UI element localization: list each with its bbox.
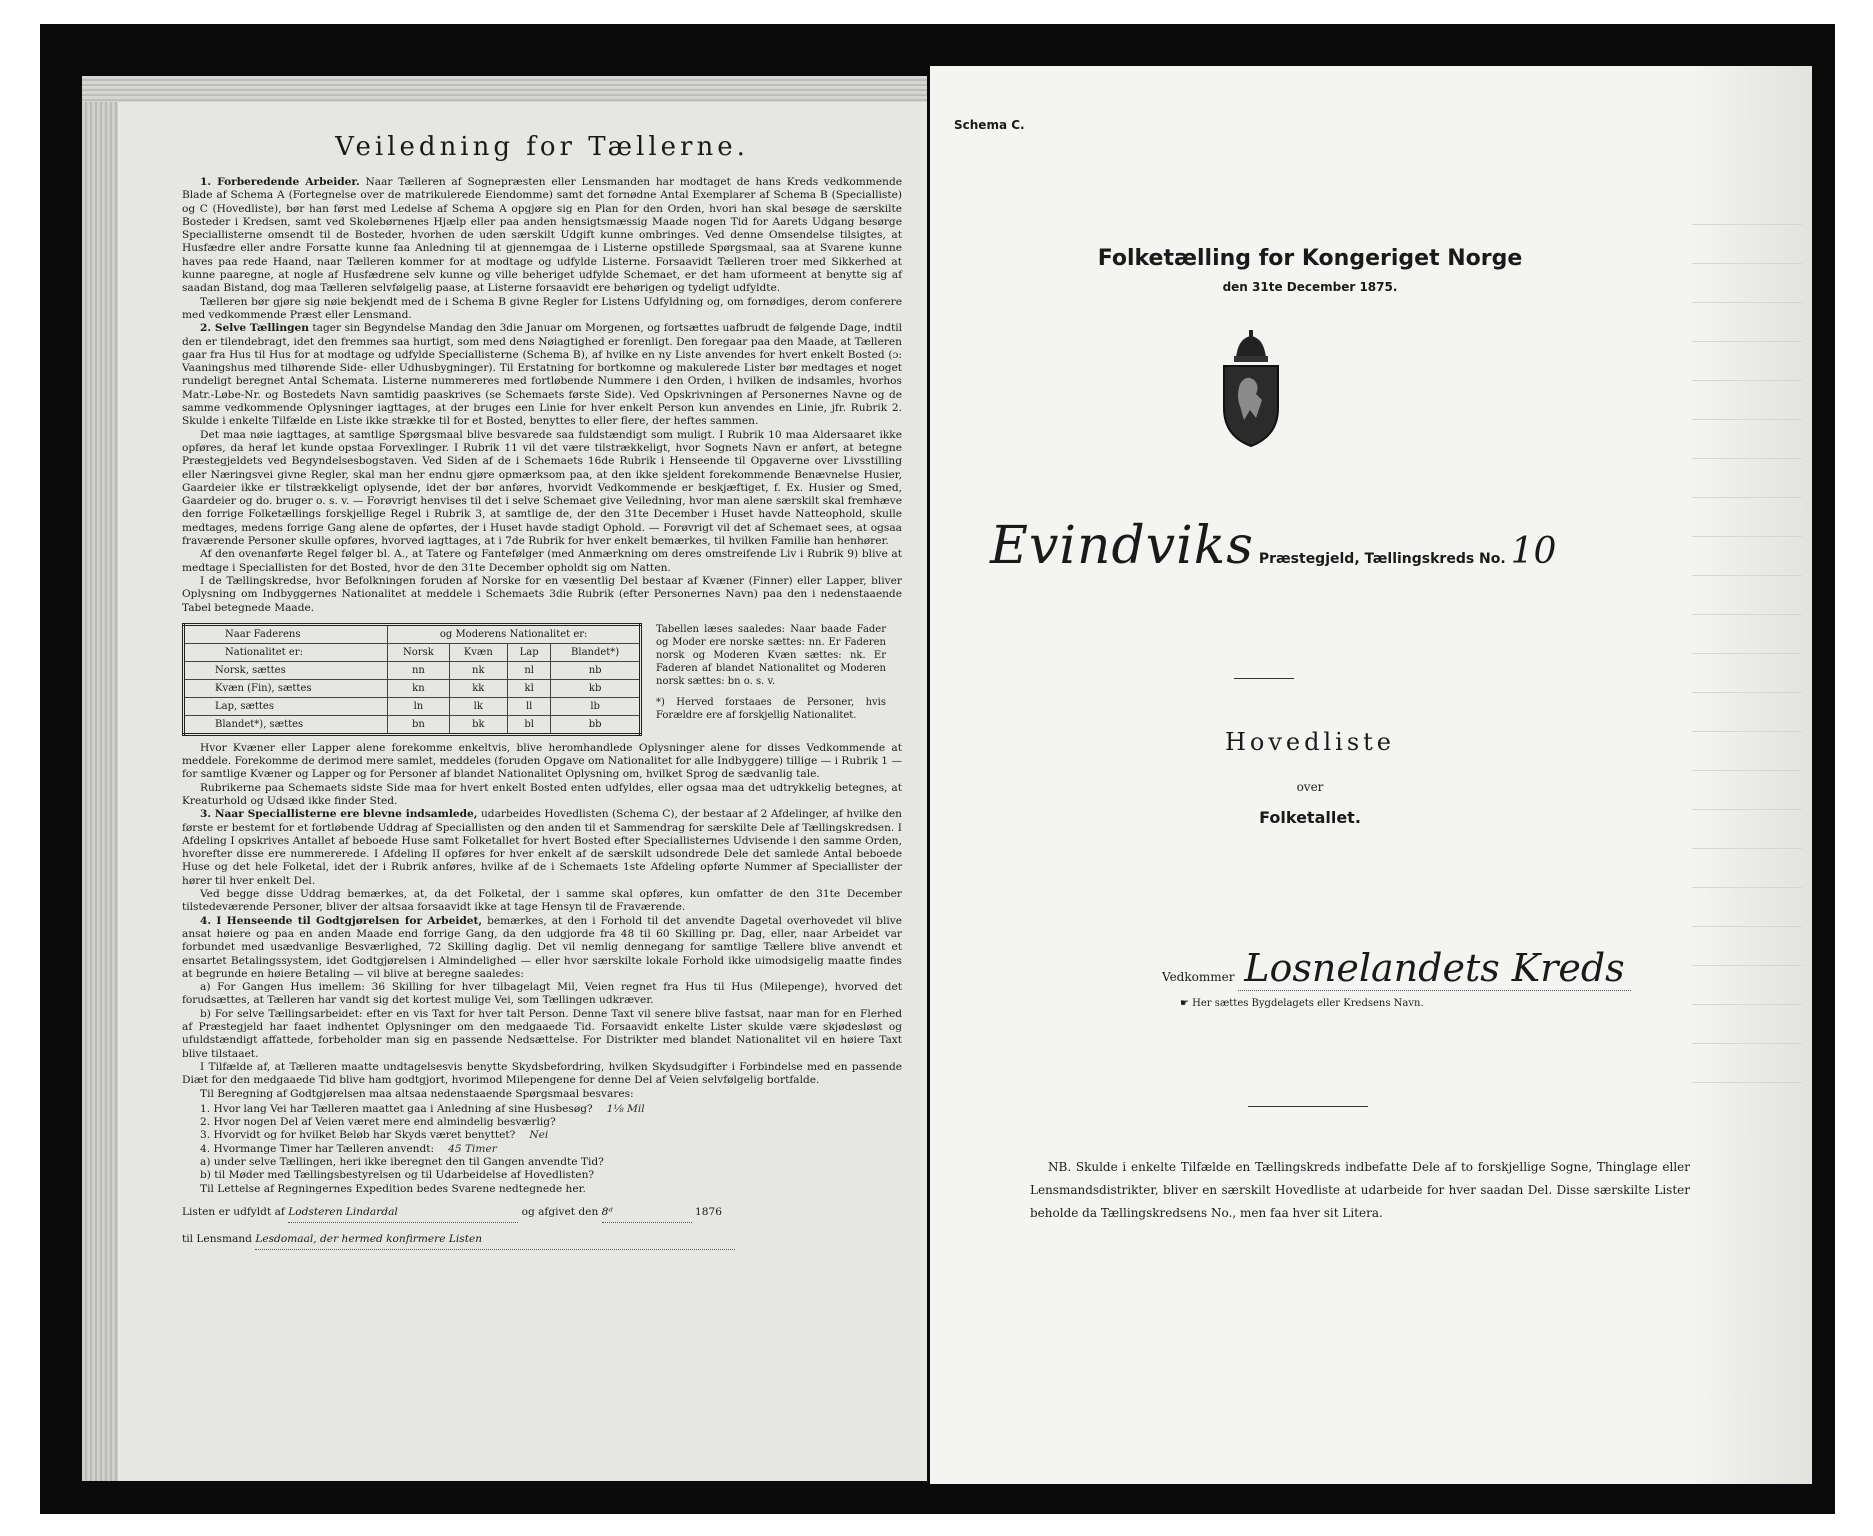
row-label: Kvæn (Fin), sættes: [184, 679, 388, 697]
instructions-body: [182, 122, 902, 1441]
instruction-paragraph: [182, 742, 902, 782]
nb-note: NB. Skulde i enkelte Tilfælde en Tællingskreds indbefatte Dele af to forskjellige Sogne, Thinglage eller Lensmandsdistrikter, bliver en særskilt Hovedliste at udarbeide for hver saadan Del. Disse særskilte Lister beholde da Tællingskredsens No., men faa hver sit Litera.: [1030, 1160, 1690, 1220]
paragraph-text: Hvor Kvæner eller Lapper alene forekomme enkeltvis, blive heromhandlede Oplysninger alene for disses Vedkommende at meddele. Forekomme de derimod mere samlet, meddeles (foruden Opgave om Nationalitet for alle Indbyggere) tillige — i Rubrik 1 — for samtlige Kvæner og Lapper og for Personer af blandet Nationalitet Oplysning om, hvilket Sprog de sædvanlig tale.: [182, 741, 902, 781]
district-line: [990, 516, 1750, 576]
schema-label: Schema C.: [954, 118, 1025, 132]
handwritten-answer: Nei: [529, 1129, 549, 1142]
table-cell: nn: [388, 661, 449, 679]
table-footnote: *) Herved forstaaes de Personer, hvis Forældre ere af forskjellig Nationalitet.: [656, 696, 886, 721]
table-cell: bb: [551, 715, 641, 734]
census-title: Folketælling for Kongeriget Norge: [1097, 246, 1523, 271]
instruction-paragraph: [182, 429, 902, 549]
paragraph-text: Naar Tælleren af Sognepræsten eller Lensmanden har modtaget de hans Kreds vedkommende Blade af Schema A (Fortegnelse over de matrikulerede Eiendomme) samt det fornødne Antal Exemplarer af Schema B (Specialliste) og C (Hovedliste), bør han først med Ledelse af Schema A opgjøre sig en Plan for den Orden, hvori han skal besøge de særskilte Bosteder i Kredsen, samt ved Skolebørnenes Hjælp eller paa anden hensigtsmæssig Maade nogen Tid for Aarets Udgang besørge Speciallisterne omsendt til de Bosteder, hvorhen de uden særskilt Udgift kunne ombringes. Ved denne Omsendelse tilsigtes, at Husfædre eller andre Forsatte kunne faa Anledning til at gjennemgaa de i Listerne opstillede Spørgsmaal, saa at Svarene kunne haves paa rede Haand, naar Tælleren kommer for at modtage og udfylde Listerne. Forsaavidt Tælleren troer med Sikkerhed at kunne paaregne, at nogle af Husfædrene selv kunne og ville beheriget udfylde Schemaet, er det ham uformeent at benytte sig af saadan Bistand, dog maa Tælleren selvfølgelig paase, at Listerne forsaavidt ere behørigen og tydeligt udfyldte.: [182, 176, 902, 295]
pointing-hand-icon: ☛: [1180, 998, 1189, 1009]
handwritten-answer: 1⅛ Mil: [606, 1102, 645, 1115]
question-text: 1. Hvor lang Vei har Tælleren maattet gaa i Anledning af sine Husbesøg?: [200, 1102, 593, 1115]
over-text: over: [1296, 780, 1324, 794]
vedkommer-line: [1162, 946, 1722, 991]
vedkommer-hint-text: Her sættes Bygdelagets eller Kredsens Navn.: [1192, 998, 1424, 1009]
paragraph-text: tager sin Begyndelse Mandag den 3die Januar om Morgenen, og fortsættes uafbrudt de følgende Dage, indtil den er tilendebragt, idet den fremmes saa hurtigt, som med dens Nøiagtighed er forenligt. Den foregaar paa den Maade, at Tælleren gaar fra Hus til Hus for at modtage og udfylde Speciallisterne (Schema B), af hvilke en ny Liste anvendes for hvert enkelt Bosted (ɔ: Vaaningshus med tilhørende Side- eller Udhusbygninger). Til Erstatning for bortkomne og makulerede Lister bør medtages et noget rundeligt beregnet Antal Schemata. Listerne nummereres med fortløbende Nummere i den Orden, i hvilken de indsamles, hvorhos Matr.-Løbe-Nr. og Bostedets Navn samtidig paaskrives (se Schemaets første Side). Ved Opskrivningen af Personernes Navne og de samme vedkommende Oplysninger iagttages, at der bruges een Linie for hver enkelt Person kun anvendes en Linie, jfr. Rubrik 2. Skulde i enkelte Tilfælde en Liste ikke strække til for et Bosted, benyttes to eller flere, der heftes sammen.: [182, 322, 903, 428]
instruction-paragraph: [182, 296, 902, 323]
table-cell: kk: [449, 679, 508, 697]
paragraph-text: Rubrikerne paa Schemaets sidste Side maa for hvert enkelt Bosted enten udfyldes, eller ogsaa maa det udtrykkelig betegnes, at Kreaturhold og Udsæd ikke finder Sted.: [182, 781, 902, 807]
instruction-paragraph: [182, 808, 902, 888]
table-row: [184, 679, 641, 697]
question-text: a) under selve Tællingen, heri ikke iberegnet den til Gangen anvendte Tid?: [200, 1156, 604, 1168]
paragraph-text: Det maa nøie iagttages, at samtlige Spørgsmaal blive besvarede saa fuldstændigt som muligt. I Rubrik 10 maa Aldersaaret ikke opføres, da heraf let kunde opstaa Forvexlinger. I Rubrik 11 vil det være tilstrækkeligt, hvor Sognets Navn er anført, at betegne Præstegjeldets ved Begyndelsesbogstaven. Ved Siden af de i Schemaets 16de Rubrik i Henseende til Opgaverne over Livsstilling eller Næringsvei givne Regler, skal man her endnu gjøre opmærksom paa, at den ikke sjeldent forekommende Benævnelse Husier, Gaardeier ikke er tilstrækkeligt oplysende, idet der bør anføres, hvorvidt Vedkommende er beskjæftiget, f. Ex. Husier og Smed, Gaardeier og do. bruger o. s. v. — Forøvrigt henvises til det i selve Schemaet give Veiledning, hvor man alene særskilt skal fremhæve den forrige Folketællings forskjellige Regel i Rubrik 3, at samtlige de, der den 31te December i Huset havde Natteophold, skulle medtages, medens forrige Gang alene de opførtes, der i Huset havde stadigt Ophold. — Forøvrigt vil det af Schemaet sees, at ogsaa fraværende Personer skulle opføres, hvorved iagttages, at i 7de Rubrik for hver enkelt bemærkes, til hvilken Familie han henhører.: [182, 428, 902, 548]
question-text: 3. Hvorvidt og for hvilket Beløb har Skyds været benyttet?: [200, 1129, 516, 1142]
vedkommer-label: Vedkommer: [1162, 970, 1235, 984]
table-group-header: og Moderens Nationalitet er:: [388, 624, 641, 643]
paragraph-lead: 4. I Henseende til Godtgjørelsen for Arbeidet,: [200, 914, 483, 927]
instruction-paragraph: [182, 782, 902, 809]
table-row: [184, 661, 641, 679]
table-cell: lk: [449, 697, 508, 715]
question-text: 2. Hvor nogen Del af Veien været mere end almindelig besværlig?: [200, 1116, 556, 1129]
paragraph-text: b) For selve Tællingsarbeidet: efter en vis Taxt for hver talt Person. Denne Taxt vil senere blive fastsat, naar man for en Flerhed af Præstegjeld har faaet indhentet Oplysninger om den medgaaede Tid. Forsaavidt enkelte Lister skulde være skjødesløst og ufuldstændigt affattede, forbeholder man sig en passende Nedsættelse. For Distrikter med blandet Nationalitet vil en høiere Taxt blive tilstaaet.: [182, 1007, 902, 1060]
table-row: [184, 715, 641, 734]
row-label: Lap, sættes: [184, 697, 388, 715]
table-cell: ll: [508, 697, 551, 715]
instruction-paragraph: [182, 915, 902, 981]
paragraph-lead: 2. Selve Tællingen: [200, 322, 309, 335]
sign-prefix-2: til Lensmand: [182, 1232, 252, 1245]
right-page: [930, 66, 1812, 1484]
table-cell: kn: [388, 679, 449, 697]
row-label: Blandet*), sættes: [184, 715, 388, 734]
handwritten-kreds: Losnelandets Kreds: [1238, 946, 1630, 991]
instruction-paragraph: [182, 981, 902, 1008]
instructions-paragraphs-2: [182, 742, 902, 1101]
page-top-stack: [82, 76, 927, 102]
instruction-paragraph: [182, 888, 902, 915]
question-item: [200, 1129, 902, 1142]
paragraph-text: I de Tællingskredse, hvor Befolkningen foruden af Norske for en væsentlig Del bestaar af Kvæner (Finner) eller Lapper, bliver Oplysning om Indbyggernes Nationalitet at meddele i Schemaets 3die Rubrik (efter Personernes Navn) paa den i nedenstaaende Tabel betegnede Maade.: [182, 574, 902, 614]
instructions-title: Veiledning for Tællerne.: [335, 132, 749, 162]
nationality-table: [182, 623, 642, 736]
table-corner-2: Nationalitet er:: [184, 643, 388, 661]
handwritten-name: Lodsteren Lindardal: [288, 1202, 518, 1223]
table-cell: lb: [551, 697, 641, 715]
question-item: [200, 1169, 902, 1182]
question-item: [200, 1156, 902, 1169]
instruction-paragraph: [182, 176, 902, 296]
question-text: 4. Hvormange Timer har Tælleren anvendt:: [200, 1142, 435, 1155]
question-item: [200, 1103, 902, 1116]
table-note: Tabellen læses saaledes: Naar baade Fader og Moder ere norske sættes: nn. Er Faderen norsk og Moderen Kvæn sættes: nk. Er Faderen af blandet Nationalitet og Moderen norsk sættes: bn o. s. v.: [656, 623, 886, 687]
folketallet-title: Folketallet.: [1259, 808, 1361, 827]
instruction-paragraph: [182, 1061, 902, 1088]
paragraph-text: udarbeides Hovedlisten (Schema C), der bestaar af 2 Afdelinger, af hvilke den første er bestemt for et fortløbende Uddrag af Speciallisten og den anden til et Sammendrag for særskilte Dele af Tællingskredsen. I Afdeling I opskrives Antallet af beboede Huse samt Folketallet for hvert Bosted efter Speciallisternes Udvisende i den samme Orden, hvorefter disse ere nummererede. I Afdeling II opføres for hver enkelt af de særskilt udsondrede Dele det samlede Antal beboede Huse og det hele Folketal, idet der i Rubrik anføres, hvilke af de i Schemaets 1ste Afdeling opførte Nummer af Speciallister der hører til hver enkelt Del.: [182, 808, 902, 887]
closing-text: Til Lettelse af Regningernes Expedition bedes Svarene nedtegnede her.: [200, 1182, 586, 1195]
question-item: [200, 1116, 902, 1129]
table-cell: kl: [508, 679, 551, 697]
divider-2: [1248, 1106, 1368, 1107]
paragraph-lead: 1. Forberedende Arbeider.: [200, 176, 360, 188]
table-cell: bl: [508, 715, 551, 734]
district-label: Præstegjeld, Tællingskreds No.: [1258, 551, 1506, 567]
question-list: [200, 1103, 902, 1183]
paragraph-lead: 3. Naar Speciallisterne ere blevne indsamlede,: [200, 808, 478, 821]
row-label: Norsk, sættes: [184, 661, 388, 679]
sign-mid: og afgivet den: [521, 1205, 599, 1218]
table-column-header: Blandet*): [551, 643, 641, 661]
table-column-header: Norsk: [388, 643, 449, 661]
paragraph-text: bemærkes, at den i Forhold til det anvendte Dagetal overhovedet vil blive ansat høiere og paa en anden Maade end forrige Gang, da den udgjorde fra 48 til 60 Skilling pr. Dag, eller, naar Arbeidet var forbundet med usædvanlige Besværlighed, 72 Skilling daglig. Det vil nemlig dennegang for samtlige Tællere blive anvendt et ensartet Betalingssystem, idet Godtgjørelsen i Almindelighed — eller hvor særskilte lokale Forhold ikke uimodsigelig maatte findes at begrunde en høiere Betaling — vil blive at beregne saaledes:: [182, 914, 902, 980]
table-cell: bn: [388, 715, 449, 734]
table-column-header: Kvæn: [449, 643, 508, 661]
paragraph-text: I Tilfælde af, at Tælleren maatte undtagelsesvis benytte Skydsbefordring, hvilken Skydsudgifter i Forbindelse med en passende Diæt for den medgaaede Tid blive ham godtgjort, hvorimod Milepengene for denne Del af Veien selvfølgelig bortfalde.: [182, 1060, 902, 1087]
paragraph-text: Ved begge disse Uddrag bemærkes, at, da det Folketal, der i samme skal opføres, kun omfatter de den 31te December tilstedeværende Personer, bliver der altsaa forsaavidt ikke at tage Hensyn til de Fraværende.: [182, 888, 902, 914]
instruction-paragraph: [182, 1088, 902, 1101]
instruction-paragraph: [182, 1008, 902, 1061]
paragraph-text: a) For Gangen Hus imellem: 36 Skilling for hver tilbagelagt Mil, Veien regnet fra Hus til Hus (Milepenge), hvorved det forudsættes, at Tælleren har vandt sig det kortest mulige Vei, som Tællingen udkræver.: [182, 981, 902, 1007]
table-cell: bk: [449, 715, 508, 734]
paragraph-text: Af den ovenanførte Regel følger bl. A., at Tatere og Fantefølger (med Anmærkning om deres omstreifende Liv i Rubrik 9) blive at medtage i Speciallisten for det Bosted, hvor de den 31te December opholdt sig om Natten.: [182, 548, 902, 574]
hovedliste-title: Hovedliste: [1224, 728, 1396, 756]
signature-line-1: [182, 1202, 902, 1223]
table-cell: ln: [388, 697, 449, 715]
table-cell: kb: [551, 679, 641, 697]
table-corner-1: Naar Faderens: [184, 624, 388, 643]
sign-year: 1876: [695, 1205, 722, 1218]
table-cell: nb: [551, 661, 641, 679]
signature-line-2: [182, 1229, 902, 1250]
handwritten-answer: 45 Timer: [448, 1142, 497, 1155]
instructions-paragraphs: [182, 176, 902, 615]
table-cell: nl: [508, 661, 551, 679]
vedkommer-hint: [1180, 998, 1424, 1009]
handwritten-lensmand: Lesdomaal, der hermed konfirmere Listen: [255, 1229, 735, 1250]
instruction-paragraph: [182, 322, 902, 428]
paragraph-text: Til Beregning af Godtgjørelsen maa altsaa nedenstaaende Spørgsmaal besvares:: [200, 1087, 634, 1100]
instruction-paragraph: [182, 548, 902, 575]
handwritten-district-no: 10: [1510, 531, 1557, 572]
paragraph-text: Tælleren bør gjøre sig nøie bekjendt med de i Schema B givne Regler for Listens Udfyldning og, om fornødiges, derom conferere med vedkommende Præst eller Lensmand.: [182, 295, 902, 321]
handwritten-parish: Evindviks: [990, 516, 1254, 576]
instruction-paragraph: [182, 575, 902, 615]
page-edge-stack: [82, 76, 118, 1481]
table-cell: nk: [449, 661, 508, 679]
table-column-header: Lap: [508, 643, 551, 661]
divider-1: [1234, 678, 1294, 679]
table-row: [184, 697, 641, 715]
handwritten-date: 8ᵈ: [602, 1202, 692, 1223]
norwegian-coat-of-arms-icon: [1216, 328, 1286, 448]
sign-prefix: Listen er udfyldt af: [182, 1205, 285, 1218]
question-item: [200, 1143, 902, 1156]
left-page: [82, 76, 927, 1481]
census-date: den 31te December 1875.: [1222, 280, 1398, 294]
question-text: b) til Møder med Tællingsbestyrelsen og til Udarbeidelse af Hovedlisten?: [200, 1169, 595, 1182]
nationality-section: [182, 623, 902, 736]
